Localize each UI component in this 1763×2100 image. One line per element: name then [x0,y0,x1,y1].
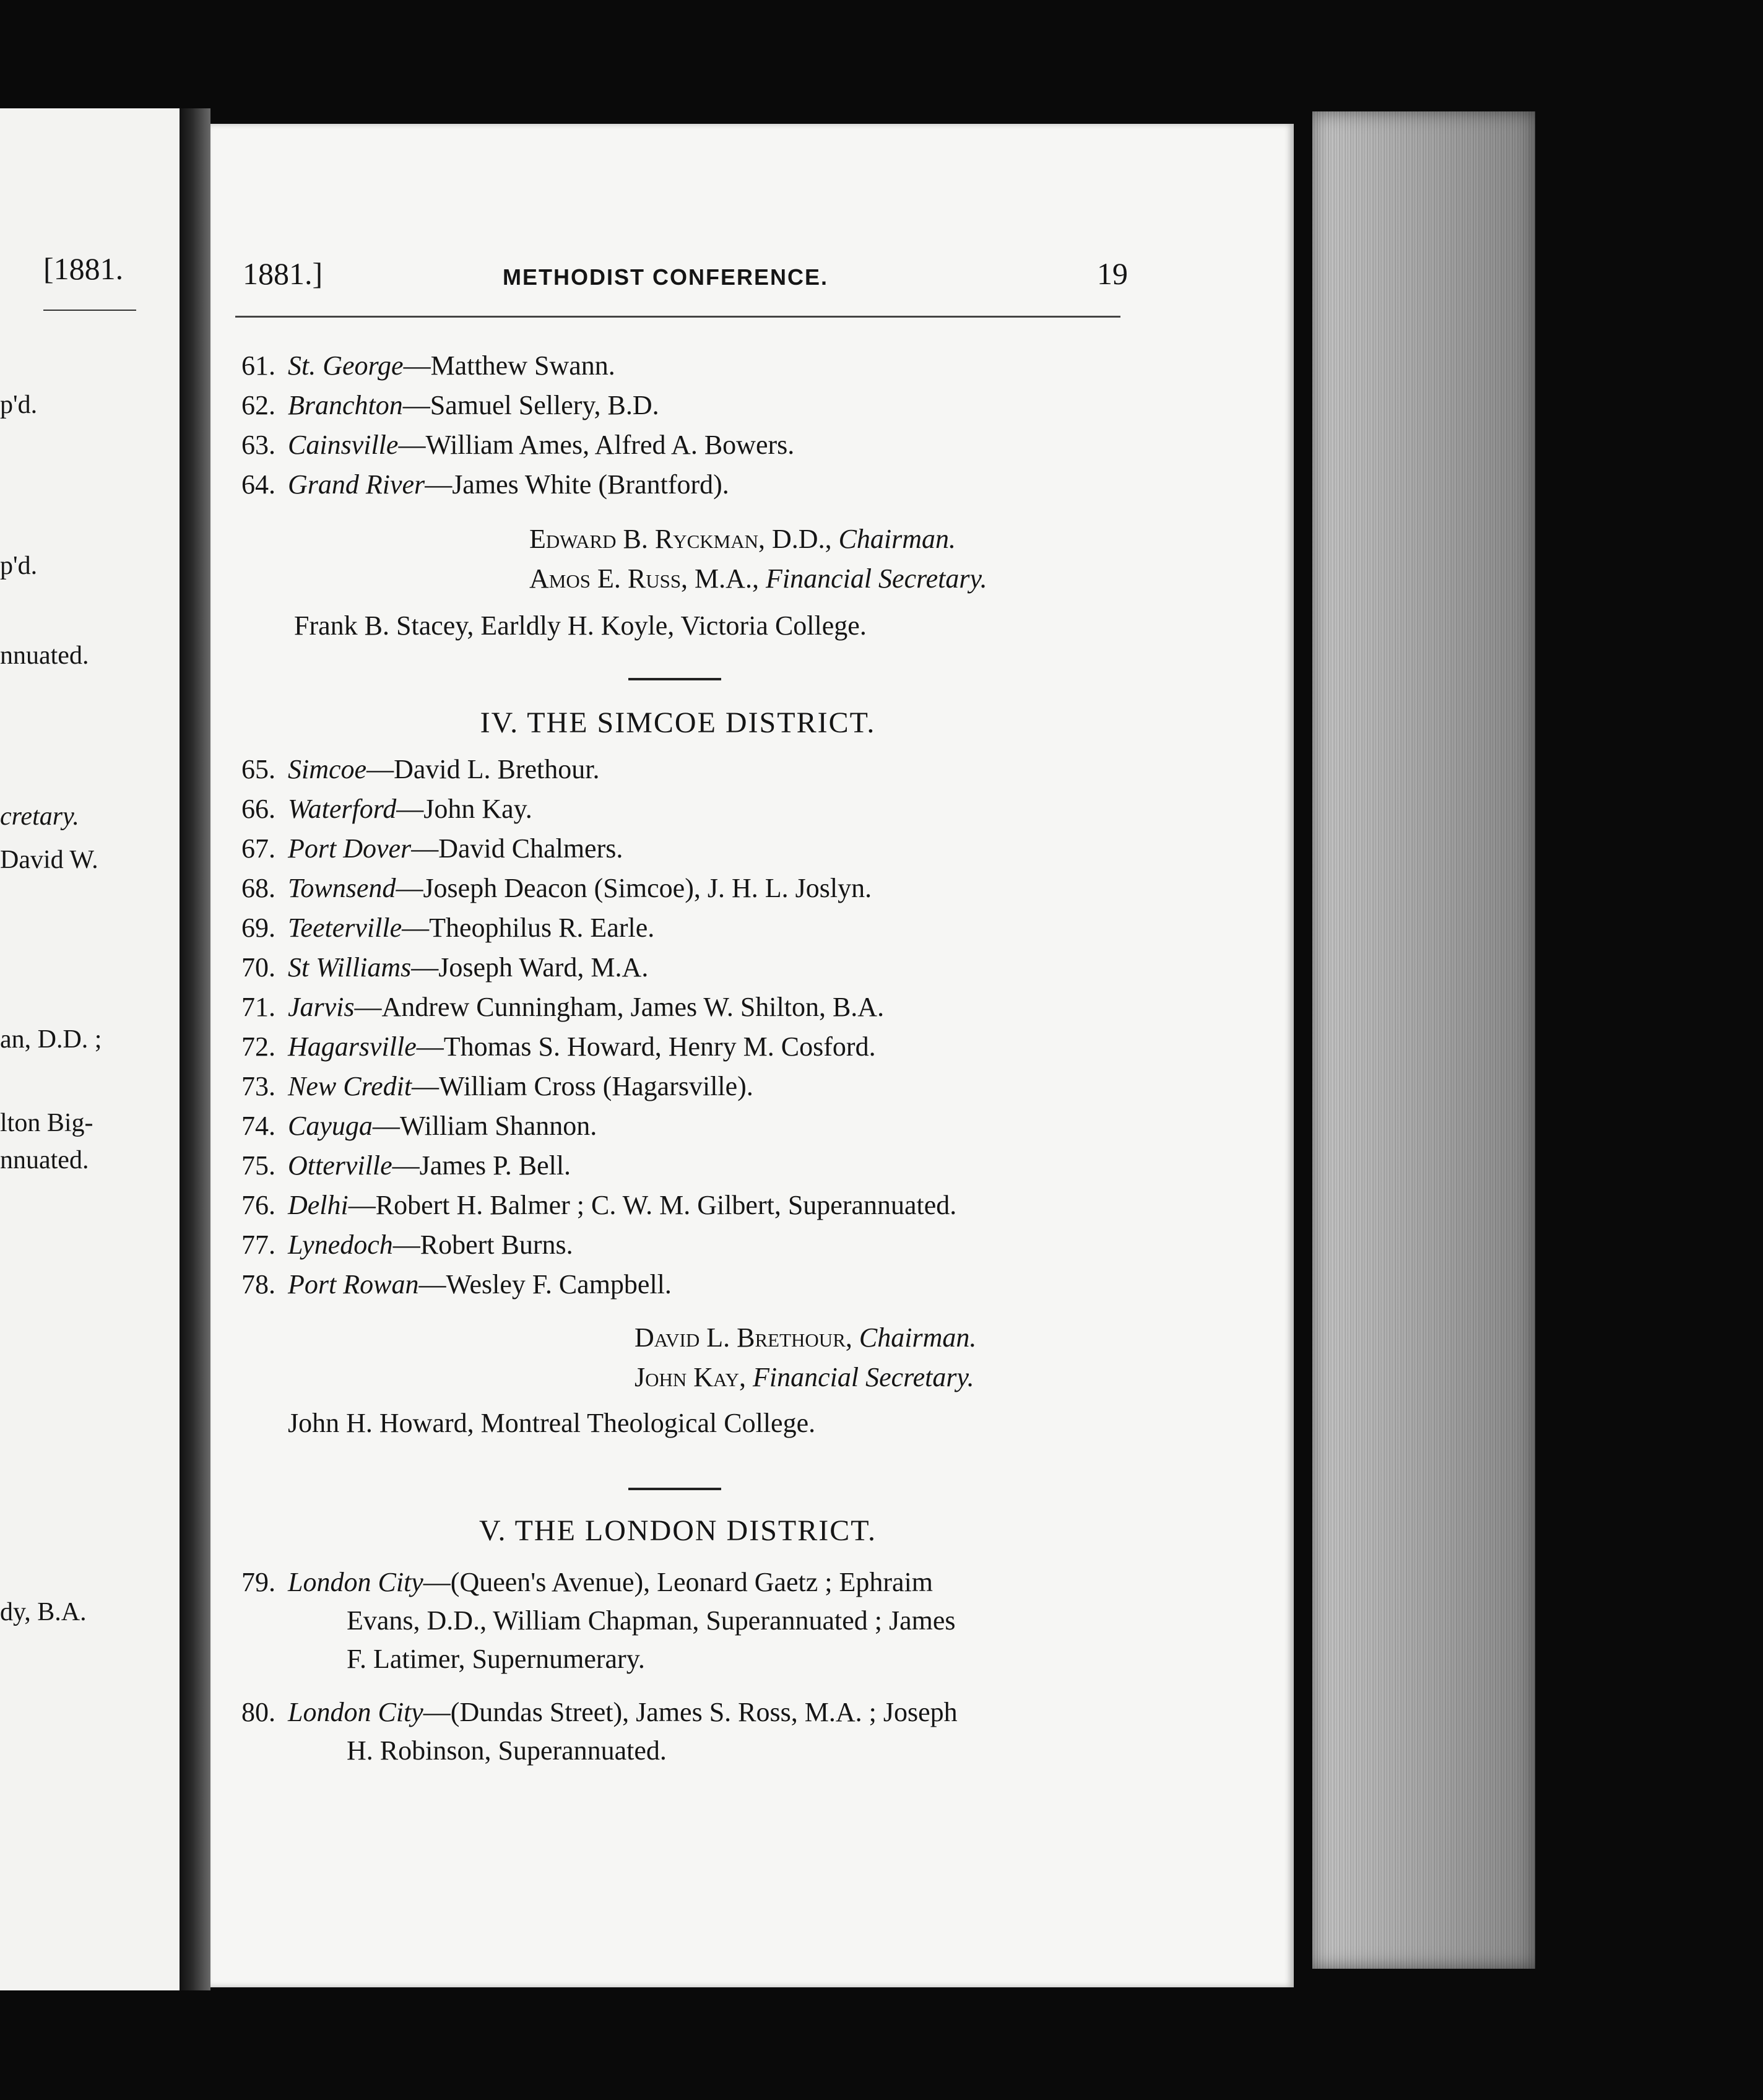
left-page-year: [1881. [43,251,124,286]
entry-number: 76. [241,1190,275,1220]
entry-continuation: F. Latimer, Supernumerary. [347,1644,645,1674]
entry-text: —John Kay. [396,794,532,824]
left-fragment: David W. [0,846,98,874]
circuit-entry [226,869,872,908]
college-note: John H. Howard, Montreal Theological College. [288,1408,816,1438]
entry-place: London City [288,1697,423,1727]
entry-text: —James P. Bell. [392,1150,571,1181]
entry-place: Waterford [288,794,397,824]
entry-text: —(Dundas Street), James S. Ross, M.A. ; Joseph [423,1697,958,1727]
entry-number: 62. [241,390,275,420]
entry-text: —David Chalmers. [411,833,623,864]
entry-place: St. George [288,350,404,381]
district-title: IV. THE SIMCOE DISTRICT. [480,706,876,739]
entry-place: Simcoe [288,754,367,784]
circuit-entry [226,386,659,425]
book-gutter [180,108,210,1990]
entry-text: —Joseph Deacon (Simcoe), J. H. L. Joslyn. [396,873,872,903]
entry-text: —Theophilus R. Earle. [402,913,655,943]
circuit-entry [226,1067,753,1106]
entry-place: St Williams [288,952,412,983]
circuit-entry [226,1226,573,1264]
officer-role: Financial Secretary. [753,1362,974,1392]
circuit-entry [226,1186,956,1225]
entry-continuation: Evans, D.D., William Chapman, Superannuated ; James [347,1605,956,1636]
header-year: 1881.] [243,256,323,291]
circuit-entry [226,466,729,504]
entry-text: —James White (Brantford). [425,469,729,500]
circuit-entry [226,1028,876,1066]
section-separator [628,1488,721,1490]
entry-place: Branchton [288,390,403,420]
entry-place: Delhi [288,1190,349,1220]
entry-text: —Thomas S. Howard, Henry M. Cosford. [416,1031,876,1062]
entry-place: Hagarsville [288,1031,417,1062]
officer-role: Chairman. [859,1322,977,1353]
officer-role: Financial Secretary. [765,563,987,594]
circuit-entry [226,790,532,828]
entry-place: Port Rowan [288,1269,419,1299]
entry-place: Cayuga [288,1111,373,1141]
entry-number: 68. [241,873,275,903]
header-rule [235,316,1120,318]
district-chairman [529,520,956,558]
entry-text: —(Queen's Avenue), Leonard Gaetz ; Ephraim [423,1567,933,1597]
college-note: Frank B. Stacey, Earldly H. Koyle, Victoria College. [294,610,867,641]
circuit-entry [226,1693,1124,1770]
left-page-rule [43,310,136,311]
left-fragment: p'd. [0,391,38,419]
entry-number: 61. [241,350,275,381]
circuit-entry [226,988,884,1026]
officer-name: Edward B. Ryckman, D.D., [529,524,832,554]
entry-text: —Andrew Cunningham, James W. Shilton, B.A. [354,992,885,1022]
entry-place: Otterville [288,1150,392,1181]
financial-secretary [635,1358,974,1397]
financial-secretary [529,560,987,598]
entry-number: 64. [241,469,275,500]
entry-place: New Credit [288,1071,412,1101]
circuit-entry [226,750,599,789]
header-title: METHODIST CONFERENCE. [503,264,829,290]
entry-text: —Matthew Swann. [403,350,615,381]
circuit-entry [226,1563,1124,1678]
left-fragment: nnuated. [0,641,89,670]
officer-role: Chairman. [838,524,956,554]
entry-number: 80. [241,1697,275,1727]
officer-name: John Kay, [635,1362,746,1392]
circuit-entry [226,1265,672,1304]
entry-number: 66. [241,794,275,824]
running-header [243,251,1128,300]
circuit-entry [226,426,794,464]
entry-text: —Samuel Sellery, B.D. [402,390,659,420]
circuit-entry [226,830,623,868]
entry-number: 63. [241,430,275,460]
officer-name: David L. Brethour, [635,1322,852,1353]
circuit-entry [226,1147,571,1185]
entry-text: —Robert H. Balmer ; C. W. M. Gilbert, Superannuated. [348,1190,957,1220]
entry-place: Townsend [288,873,396,903]
entry-place: Port Dover [288,833,412,864]
left-fragment: cretary. [0,802,79,831]
entry-number: 70. [241,952,275,983]
entry-place: Teeterville [288,913,402,943]
entry-text: —William Ames, Alfred A. Bowers. [398,430,795,460]
entry-number: 65. [241,754,275,784]
entry-place: Jarvis [288,992,355,1022]
entry-text: —David L. Brethour. [366,754,600,784]
entry-number: 72. [241,1031,275,1062]
entry-number: 78. [241,1269,275,1299]
entry-place: Grand River [288,469,425,500]
district-chairman [635,1319,976,1357]
left-fragment: p'd. [0,552,38,580]
entry-number: 73. [241,1071,275,1101]
entry-number: 71. [241,992,275,1022]
entry-text: —William Shannon. [372,1111,597,1141]
entry-place: Cainsville [288,430,399,460]
entry-number: 67. [241,833,275,864]
circuit-entry [226,1107,597,1145]
left-fragment: nnuated. [0,1146,89,1174]
entry-number: 75. [241,1150,275,1181]
district-title: V. THE LONDON DISTRICT. [479,1514,877,1547]
entry-number: 79. [241,1567,275,1597]
entry-number: 69. [241,913,275,943]
entry-text: —Wesley F. Campbell. [418,1269,672,1299]
left-fragment: dy, B.A. [0,1598,87,1626]
left-fragment: an, D.D. ; [0,1025,102,1054]
circuit-entry [226,948,648,987]
entry-text: —William Cross (Hagarsville). [412,1071,753,1101]
entry-text: —Robert Burns. [392,1230,573,1260]
left-fragment: lton Big- [0,1109,93,1137]
entry-text: —Joseph Ward, M.A. [411,952,649,983]
section-separator [628,678,721,680]
officer-name: Amos E. Russ, M.A., [529,563,759,594]
page-number: 19 [1097,256,1128,291]
entry-number: 74. [241,1111,275,1141]
page-edges [1312,111,1535,1969]
entry-number: 77. [241,1230,275,1260]
left-page-fragment [0,108,180,1990]
circuit-entry [226,909,654,947]
entry-place: Lynedoch [288,1230,393,1260]
entry-place: London City [288,1567,423,1597]
circuit-entry [226,347,615,385]
entry-continuation: H. Robinson, Superannuated. [347,1735,667,1766]
